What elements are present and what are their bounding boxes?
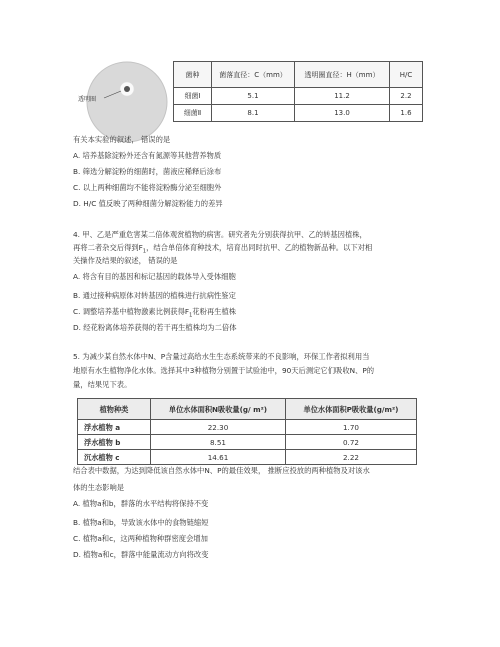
q5-option-d: D. 植物a和c，群落中能量流动方向将改变 — [73, 550, 209, 559]
table-row — [78, 435, 417, 450]
table-cell: 14.61 — [151, 450, 286, 465]
table-cell: 沉水植物 c — [78, 450, 151, 465]
q5-after-2: 体的生态影响是 — [73, 483, 125, 492]
q4-line-2: 再将二者杂交后得到$F_1$，结合单倍体育种技术，培育出同时抗甲、乙的植物新品种。以下对相 — [73, 243, 373, 255]
table-header: 单位水体面积N吸收量(g/ m²) — [151, 399, 286, 420]
q4-option-d: D. 经花粉离体培养获得的若干再生植株均为二倍体 — [73, 323, 237, 332]
table-header: 菌落直径：C（mm） — [212, 62, 295, 88]
table-cell: 8.51 — [151, 435, 286, 450]
q5-line-3: 量，结果见下表。 — [73, 380, 132, 389]
table-header: 单位水体面积P吸收量(g/m²) — [286, 399, 417, 420]
q4-option-c: C. 调整培养基中植物激素比例获得$F_1$花粉再生植株 — [73, 307, 237, 319]
q5-option-c: C. 植物a和c，这两种植物种群密度会增加 — [73, 534, 208, 543]
table-row — [174, 88, 423, 105]
q3-option-c: C. 以上两种细菌均不能将淀粉酶分泌至细胞外 — [73, 183, 222, 192]
table-cell: 22.30 — [151, 420, 286, 435]
table-cell: 浮水植物 b — [78, 435, 151, 450]
petri-dish-figure — [85, 60, 169, 144]
q3-option-a: A. 培养基除淀粉外还含有氮源等其他营养物质 — [73, 151, 222, 160]
table-cell: 细菌Ⅱ — [174, 105, 212, 122]
q5-line-1: 5. 为减少某自然水体中N、P含量过高给水生生态系统带来的不良影响，环保工作者拟利用当 — [73, 352, 370, 361]
table-cell: 8.1 — [212, 105, 295, 122]
table-header: H/C — [390, 62, 423, 88]
table-header: 菌种 — [174, 62, 212, 88]
q4-line-1: 4. 甲、乙是严重危害某二倍体观赏植物的病害。研究者先分别获得抗甲、乙的转基因植株， — [73, 230, 367, 239]
q5-after-1: 结合表中数据，为达到降低该自然水体中N、P的最佳效果， 推断应投放的两种植物及对该水 — [73, 466, 370, 475]
q4-option-a: A. 将含有目的基因和标记基因的载体导入受体细胞 — [73, 272, 236, 281]
table-cell: 细菌Ⅰ — [174, 88, 212, 105]
figure-label: 透明圈 — [78, 96, 97, 103]
q5-option-a: A. 植物a和b，群落的水平结构将保持不变 — [73, 499, 209, 508]
table-cell: 5.1 — [212, 88, 295, 105]
table-cell: 13.0 — [295, 105, 390, 122]
table-cell: 2.22 — [286, 450, 417, 465]
table-header-row — [78, 399, 417, 420]
plant-absorption-table — [77, 398, 417, 465]
table-row — [78, 420, 417, 435]
q4-option-b: B. 通过接种病原体对转基因的植株进行抗病性鉴定 — [73, 291, 236, 300]
table-cell: 1.6 — [390, 105, 423, 122]
table-cell: 1.70 — [286, 420, 417, 435]
table-cell: 浮水植物 a — [78, 420, 151, 435]
table-cell: 2.2 — [390, 88, 423, 105]
q3-stem: 有关本实验的叙述， 错误的是 — [73, 135, 171, 144]
table-header: 透明圈直径：H（mm） — [295, 62, 390, 88]
table-cell: 0.72 — [286, 435, 417, 450]
table-row — [78, 450, 417, 465]
bacteria-table — [173, 61, 423, 122]
q5-line-2: 地原有水生植物净化水体。选择其中3种植物分别置于试验池中，90天后测定它们吸收N、P的 — [73, 366, 375, 375]
table-header: 植物种类 — [78, 399, 151, 420]
q5-option-b: B. 植物a和b，导致该水体中的食物链缩短 — [73, 518, 209, 527]
table-row — [174, 105, 423, 122]
table-header-row — [174, 62, 423, 88]
q3-option-d: D. H/C 值反映了两种细菌分解淀粉能力的差异 — [73, 199, 223, 208]
table-cell: 11.2 — [295, 88, 390, 105]
q3-option-b: B. 筛选分解淀粉的细菌时，菌液应稀释后涂布 — [73, 167, 222, 176]
q4-line-3: 关操作及结果的叙述， 错误的是 — [73, 256, 178, 265]
